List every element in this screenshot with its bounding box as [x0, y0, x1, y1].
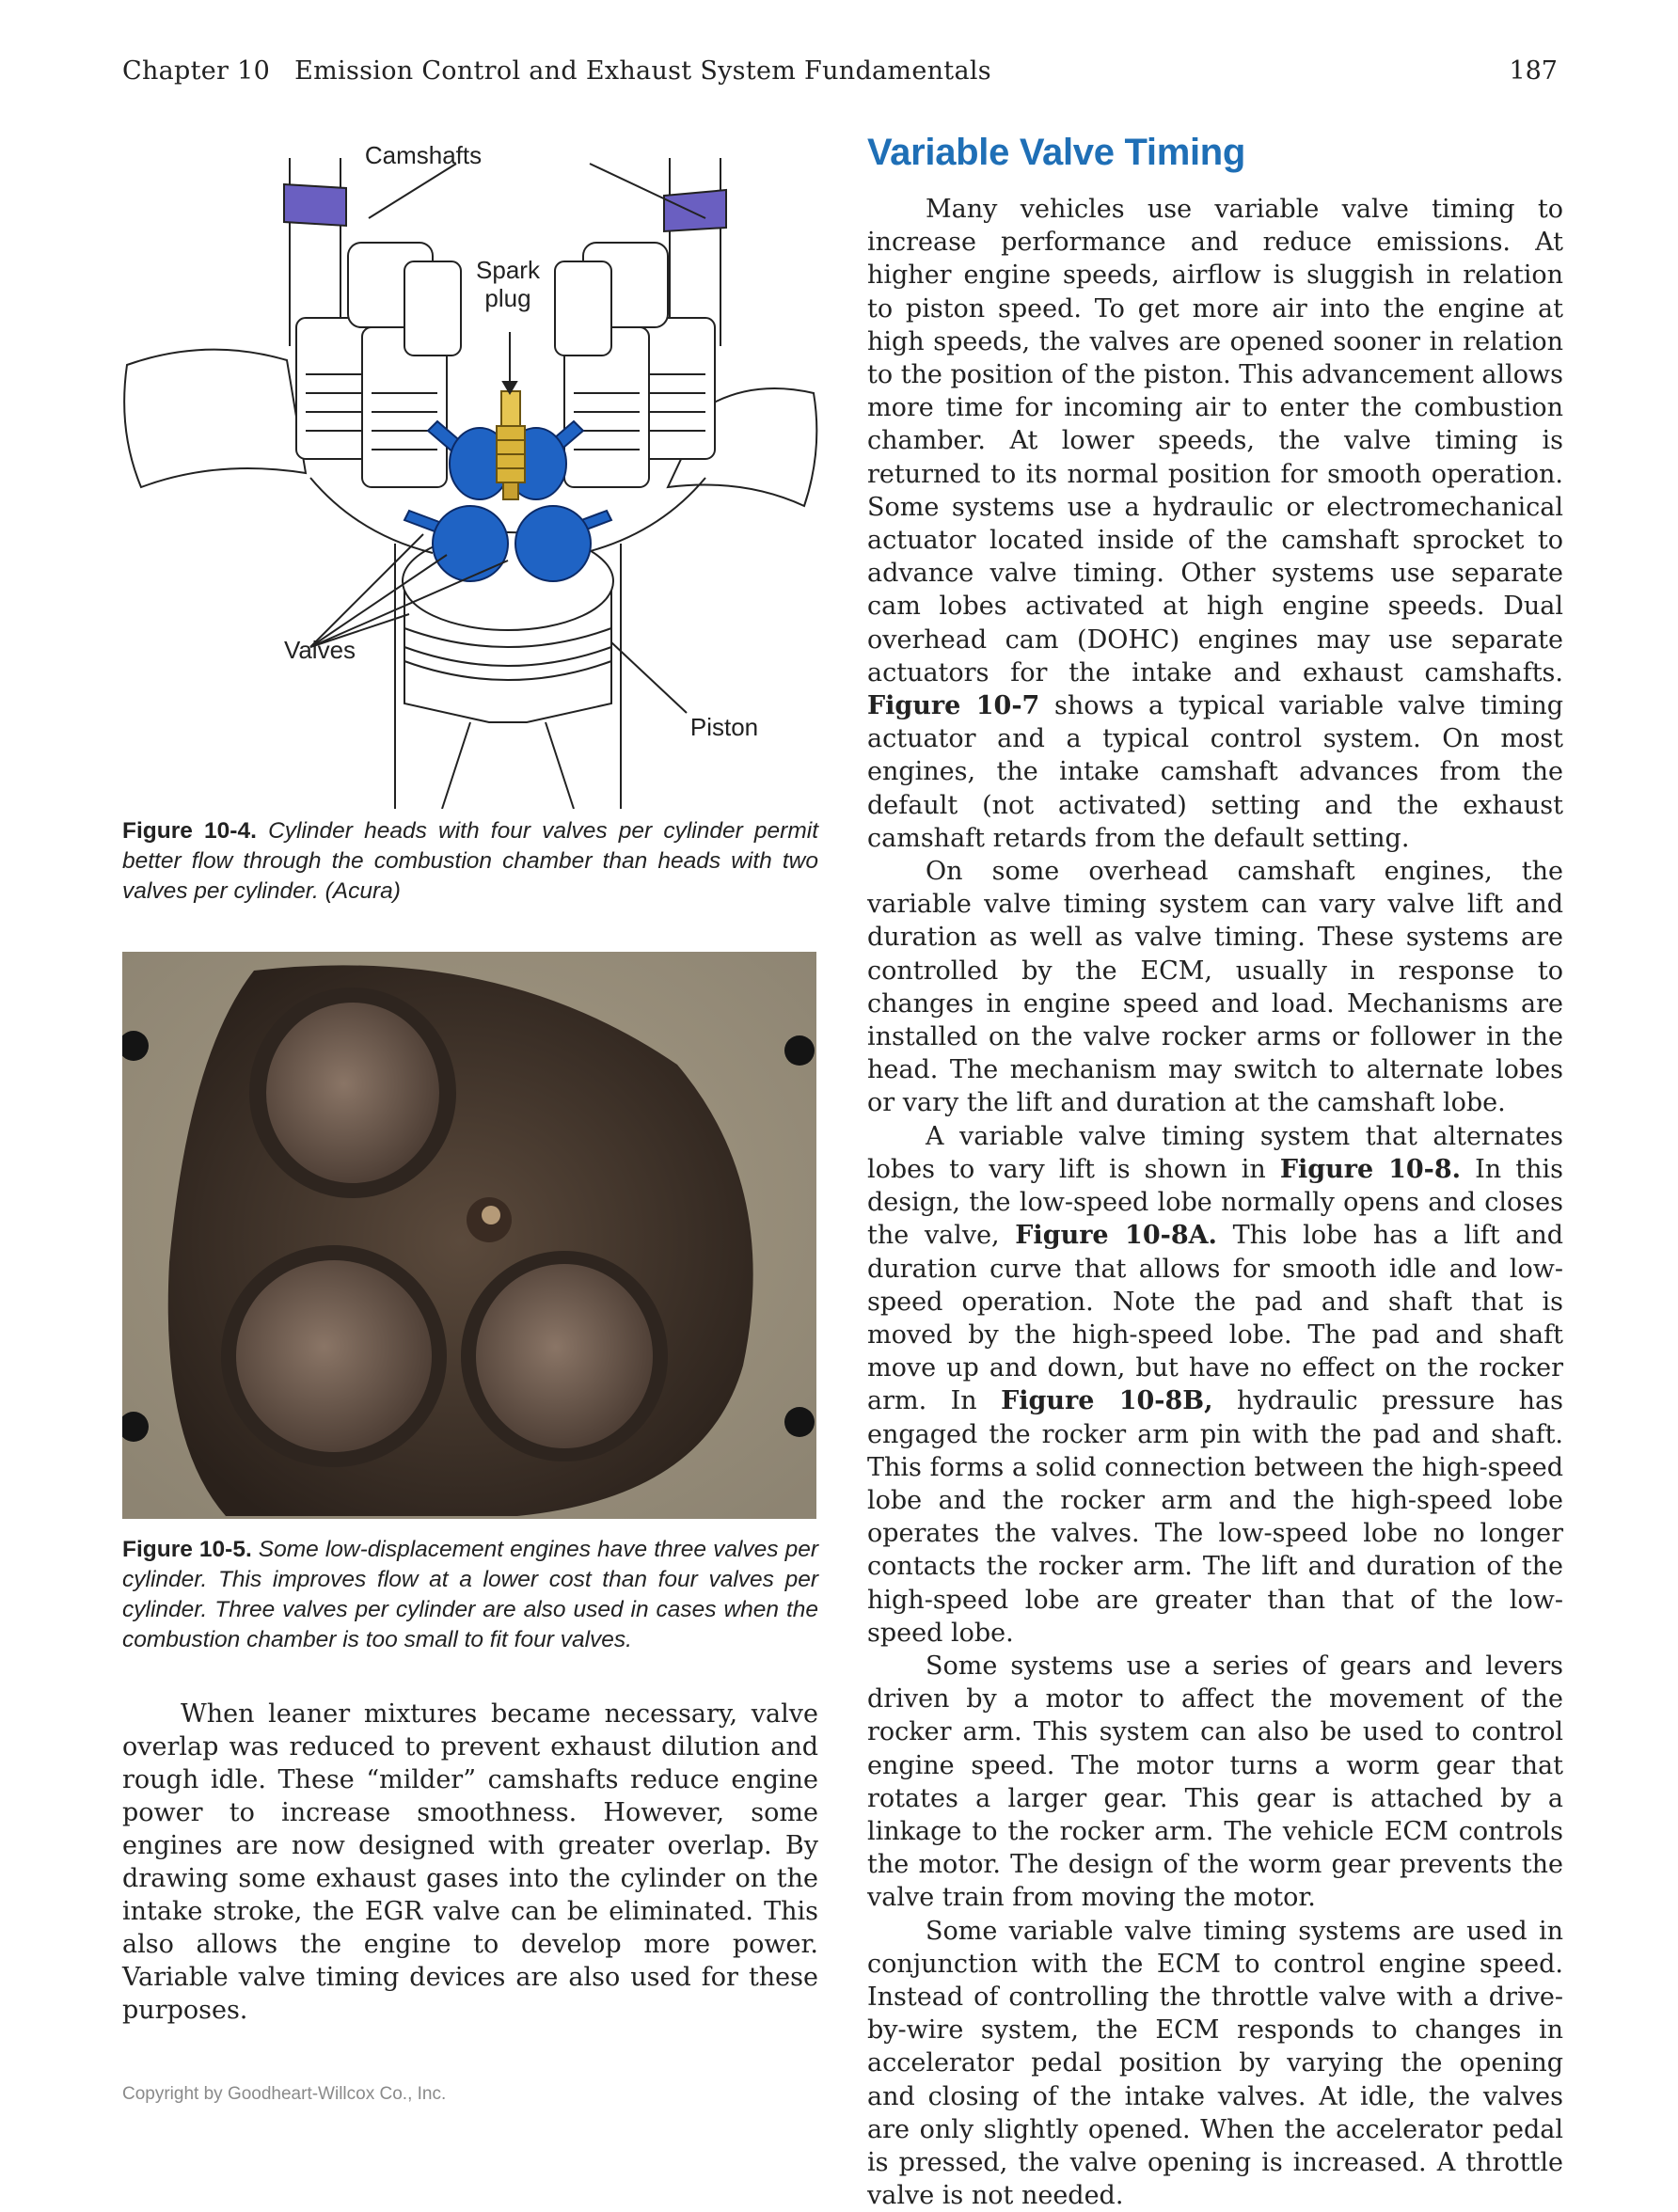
paragraph: When leaner mixtures became necessary, valve overlap was reduced to prevent exhaust dilution and rough idle. These “milder” camshafts reduce engine power to increase smoothness. However, some engines are now designed with greater overlap. By drawing some exhaust gases into the cylinder on the intake stroke, the EGR valve can be eliminated. This also allows the engine to develop more power. Variable valve timing devices are also used for these purposes.: [122, 1699, 818, 2025]
paragraph: Some variable valve timing systems are used in conjunction with the ECM to control engine speed. Instead of controlling the throttle valve with a drive-by-wire system, the ECM responds to changes in accelerator pedal position by varying the opening and closing of the intake valves. At idle, the valves are only slightly opened. When the accelerator pedal is pressed, the valve opening is increased. A throttle valve is not needed.: [867, 1916, 1563, 2211]
paragraph: Many vehicles use variable valve timing to increase performance and reduce emissions. At higher engine speeds, airflow is sluggish in relation to piston speed. To get more air into the engine at high speeds, the valves are opened sooner in relation to the position of the piston. This advancement allows more time for incoming air to enter the combustion chamber. At lower speeds, the valve timing is returned to its normal position for smooth operation. Some systems use a hydraulic or electromechanical actuator located inside of the camshaft sprocket to advance valve timing. Other systems use separate cam lobes activated at high engine speeds. Dual overhead cam (DOHC) engines may use separate actuators for the intake and exhaust camshafts. Figure 10-7 shows a typical variable valve timing actuator and a typical control system. On most engines, the intake camshaft advances from the default (not activated) setting and the exhaust camshaft retards from the default setting.: [867, 195, 1563, 853]
caption-text: Cylinder heads with four valves per cylinder permit better flow through the combustion chamber than heads with two valves per cylinder. (Acura): [122, 818, 819, 904]
label-spark-plug: [442, 256, 574, 312]
caption-label: Figure 10-5.: [122, 1537, 252, 1562]
figure-reference: Figure 10-7: [867, 691, 1040, 721]
label-plug: plug: [484, 284, 531, 312]
figure-reference: Figure 10-8.: [1279, 1154, 1462, 1184]
label-camshafts: Camshafts: [364, 141, 483, 169]
figure-10-4-illustration: [122, 139, 818, 809]
label-valves: Valves: [283, 636, 356, 664]
chapter-number: Chapter 10: [122, 56, 271, 86]
caption-text: Some low-displacement engines have three valves per cylinder. This improves flow at a lower cost than four valves per cylinder. Three valves per cylinder are also used in cases when the combustion chamber is too small to fit four valves.: [122, 1537, 818, 1652]
chapter-title: Emission Control and Exhaust System Fundamentals: [294, 56, 991, 86]
paragraph: Some systems use a series of gears and levers driven by a motor to affect the movement of the rocker arm. This system can also be used to control engine speed. The motor turns a worm gear that rotates a larger gear. This gear is attached by a linkage to the rocker arm. The vehicle ECM controls the motor. The design of the worm gear prevents the valve train from moving the motor.: [867, 1651, 1563, 1913]
figure-reference: Figure 10-8A.: [1015, 1221, 1217, 1251]
figure-10-5-caption: [122, 1535, 818, 1655]
right-body-text: [867, 193, 1563, 2212]
running-header: [122, 56, 991, 86]
label-piston: Piston: [689, 713, 759, 741]
copyright-notice: Copyright by Goodheart-Willcox Co., Inc.: [122, 2084, 447, 2104]
paragraph: A variable valve timing system that alternates lobes to vary lift is shown in Figure 10-8. In this design, the low-speed lobe normally opens and closes the valve, Figure 10-8A. This lobe has a lift and duration curve that allows for smooth idle and low-speed operation. Note the pad and shaft that is moved by the high-speed lobe. The pad and shaft move up and down, but have no effect on the rocker arm. In Figure 10-8B, hydraulic pressure has engaged the rocker arm pin with the pad and shaft. This forms a solid connection between the high-speed lobe and the rocker arm and the high-speed lobe operates the valves. The low-speed lobe no longer contacts the rocker arm. The lift and duration of the high-speed lobe are greater than that of the low-speed lobe.: [867, 1121, 1564, 1648]
figure-reference: Figure 10-8B,: [1001, 1386, 1213, 1416]
caption-label: Figure 10-4.: [122, 818, 257, 844]
paragraph: On some overhead camshaft engines, the variable valve timing system can vary valve lift and duration as well as valve timing. These systems are controlled by the ECM, usually in response to changes in engine speed and load. Mechanisms are installed on the valve rocker arms or follower in the head. The mechanism may switch to alternate lobes or vary the lift and duration at the camshaft lobe.: [867, 857, 1563, 1118]
cylinder-head-drawing: [122, 139, 818, 809]
label-spark: Spark: [476, 256, 540, 284]
combustion-chamber-photo: [122, 952, 816, 1519]
figure-10-5-photo: [122, 952, 816, 1519]
figure-10-4-caption: [122, 816, 818, 907]
section-heading: Variable Valve Timing: [867, 132, 1246, 173]
left-body-text: [122, 1698, 818, 2027]
page-number: 187: [1509, 56, 1558, 86]
